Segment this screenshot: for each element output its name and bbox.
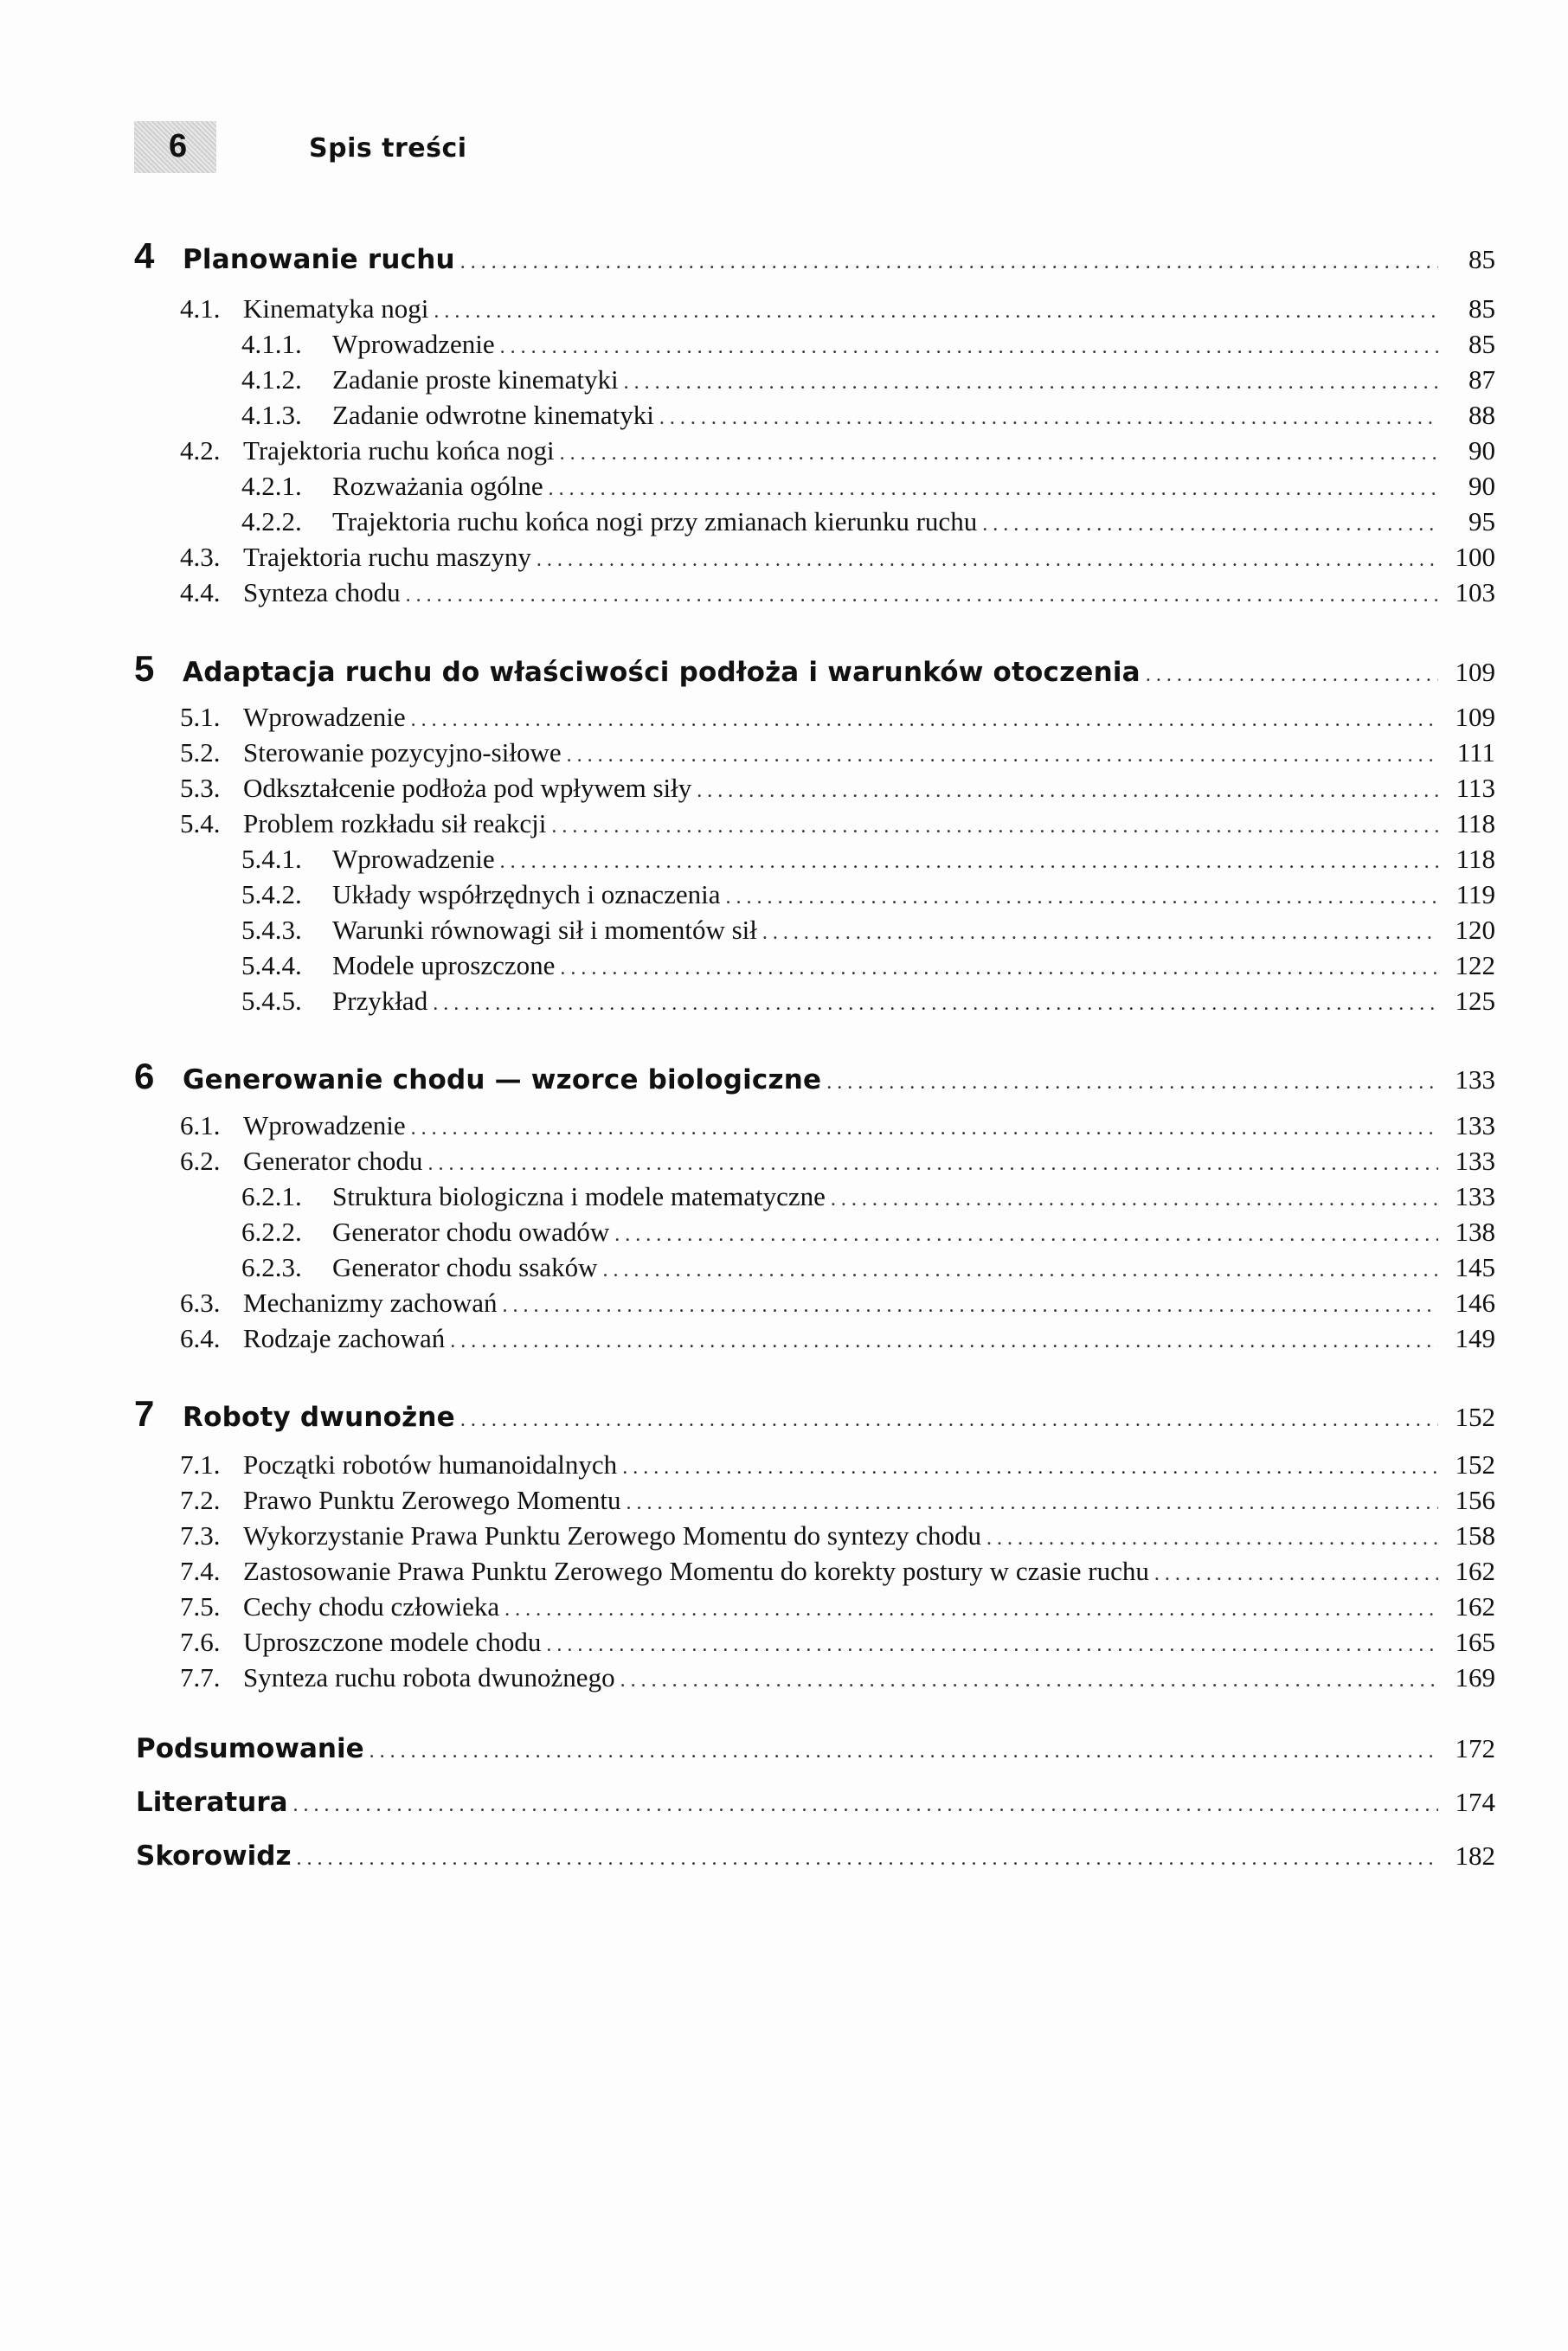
section-number: 4.2.1.	[241, 471, 302, 501]
dot-leader	[622, 1449, 1438, 1486]
dot-leader	[411, 702, 1438, 738]
section-title: Kinematyka nogi	[243, 293, 429, 324]
section-title: Generator chodu	[243, 1146, 423, 1176]
toc-entry[interactable]	[180, 1143, 1495, 1179]
backmatter-entry[interactable]	[136, 1727, 1495, 1770]
section-title: Modele uproszczone	[332, 950, 556, 980]
section-title: Wprowadzenie	[332, 844, 495, 874]
page-ref: 149	[1455, 1323, 1495, 1353]
page-ref: 113	[1456, 773, 1495, 803]
dot-leader	[503, 1288, 1438, 1324]
page-ref: 158	[1455, 1520, 1495, 1551]
page-header	[134, 121, 567, 173]
toc-entry[interactable]	[241, 841, 1495, 877]
toc-entry[interactable]	[241, 1179, 1495, 1215]
section-title: Odkształcenie podłoża pod wpływem siły	[243, 773, 692, 803]
section-number: 7.6.	[180, 1627, 221, 1657]
toc-entry[interactable]	[241, 362, 1495, 398]
page-ref: 109	[1455, 702, 1495, 732]
chapter-title: Adaptacja ruchu do właściwości podłoża i warunków otoczenia	[183, 657, 1141, 688]
section-number: 4.1.1.	[241, 329, 302, 359]
page-ref: 125	[1455, 986, 1495, 1016]
toc-entry[interactable]	[241, 983, 1495, 1019]
toc-entry[interactable]	[241, 1214, 1495, 1250]
page-ref: 85	[1468, 329, 1495, 359]
toc-entry[interactable]	[241, 504, 1495, 540]
dot-leader	[406, 577, 1438, 613]
page-ref: 133	[1455, 1064, 1495, 1095]
dot-leader	[982, 506, 1438, 543]
dot-leader	[560, 435, 1438, 472]
section-number: 7.5.	[180, 1591, 221, 1622]
section-number: 5.2.	[180, 737, 221, 768]
dot-leader	[986, 1520, 1438, 1557]
chapter-heading[interactable]	[134, 1390, 1495, 1438]
page-ref: 120	[1455, 915, 1495, 945]
dot-leader	[831, 1181, 1438, 1217]
section-title: Trajektoria ruchu końca nogi	[243, 435, 555, 466]
page-ref: 118	[1456, 808, 1495, 838]
chapter-heading[interactable]	[134, 645, 1495, 693]
toc-entry[interactable]	[241, 912, 1495, 948]
toc-entry[interactable]	[180, 806, 1495, 842]
section-title: Sterowanie pozycyjno-siłowe	[243, 737, 562, 768]
dot-leader	[762, 915, 1438, 951]
section-title: Zastosowanie Prawa Punktu Zerowego Momentu do korekty postury w czasie ruchu	[243, 1556, 1149, 1586]
page-ref: 85	[1468, 293, 1495, 324]
toc-entry[interactable]	[180, 1624, 1495, 1660]
section-number: 7.7.	[180, 1662, 221, 1693]
section-title: Trajektoria ruchu maszyny	[243, 542, 531, 572]
section-number: 7.3.	[180, 1520, 221, 1551]
toc-entry[interactable]	[180, 1108, 1495, 1144]
dot-leader	[500, 329, 1438, 365]
toc-entry[interactable]	[180, 1660, 1495, 1696]
section-number: 6.4.	[180, 1323, 221, 1353]
section-title: Struktura biologiczna i modele matematyczne	[332, 1181, 826, 1211]
section-title: Generator chodu owadów	[332, 1217, 610, 1247]
page-ref: 95	[1468, 506, 1495, 536]
page-ref: 133	[1455, 1110, 1495, 1140]
section-number: 5.4.5.	[241, 986, 302, 1016]
toc-entry[interactable]	[180, 1285, 1495, 1321]
section-title: Prawo Punktu Zerowego Momentu	[243, 1485, 621, 1515]
page-ref: 133	[1455, 1181, 1495, 1211]
section-title: Wprowadzenie	[243, 702, 406, 732]
dot-leader	[567, 737, 1438, 774]
dot-leader	[427, 1146, 1438, 1182]
dot-leader	[370, 1730, 1438, 1773]
section-number: 5.4.1.	[241, 844, 302, 874]
section-number: 6.2.3.	[241, 1252, 302, 1282]
toc-entry[interactable]	[180, 539, 1495, 575]
toc-entry[interactable]	[180, 433, 1495, 469]
page-ref: 152	[1455, 1449, 1495, 1480]
dot-leader	[659, 400, 1438, 436]
section-title: Zadanie odwrotne kinematyki	[332, 400, 654, 430]
toc-entry[interactable]	[241, 468, 1495, 504]
section-number: 5.3.	[180, 773, 221, 803]
dot-leader	[624, 364, 1438, 401]
section-number: 6.2.1.	[241, 1181, 302, 1211]
section-number: 4.1.	[180, 293, 221, 324]
dot-leader	[697, 773, 1438, 809]
page-ref: 138	[1455, 1217, 1495, 1247]
dot-leader	[1146, 651, 1438, 699]
section-title: Wprowadzenie	[332, 329, 495, 359]
page-ref: 169	[1455, 1662, 1495, 1693]
backmatter-title: Skorowidz	[136, 1840, 292, 1872]
page-number: 6	[169, 128, 188, 164]
page-ref: 174	[1455, 1787, 1495, 1817]
toc-entry[interactable]	[241, 877, 1495, 913]
page-ref: 88	[1468, 400, 1495, 430]
section-number: 7.4.	[180, 1556, 221, 1586]
page-ref: 152	[1455, 1402, 1495, 1432]
page-ref: 100	[1455, 542, 1495, 572]
section-title: Trajektoria ruchu końca nogi przy zmianach kierunku ruchu	[332, 506, 978, 536]
page-ref: 133	[1455, 1146, 1495, 1176]
section-number: 5.4.3.	[241, 915, 302, 945]
toc-entry[interactable]	[180, 575, 1495, 611]
section-title: Przykład	[332, 986, 428, 1016]
dot-leader	[293, 1783, 1438, 1827]
section-title: Generator chodu ssaków	[332, 1252, 598, 1282]
section-number: 4.3.	[180, 542, 221, 572]
chapter-title: Roboty dwunożne	[183, 1402, 455, 1433]
page-ref: 90	[1468, 471, 1495, 501]
page-ref: 90	[1468, 435, 1495, 466]
toc-entry[interactable]	[241, 397, 1495, 434]
page-ref: 103	[1455, 577, 1495, 607]
page-ref: 172	[1455, 1733, 1495, 1763]
dot-leader	[537, 542, 1438, 578]
section-title: Rozważania ogólne	[332, 471, 543, 501]
section-title: Wprowadzenie	[243, 1110, 406, 1140]
section-title: Rodzaje zachowań	[243, 1323, 446, 1353]
section-number: 4.2.	[180, 435, 221, 466]
section-number: 5.4.2.	[241, 879, 302, 909]
toc-entry[interactable]	[180, 699, 1495, 735]
dot-leader	[627, 1485, 1438, 1521]
toc-entry[interactable]	[180, 735, 1495, 771]
backmatter-title: Podsumowanie	[136, 1733, 364, 1764]
dot-leader	[826, 1058, 1438, 1107]
page-ref: 182	[1455, 1840, 1495, 1871]
page-ref: 145	[1455, 1252, 1495, 1282]
section-title: Synteza chodu	[243, 577, 401, 607]
chapter-number: 4	[134, 235, 155, 276]
dot-leader	[551, 808, 1438, 845]
page-ref: 156	[1455, 1485, 1495, 1515]
page-ref: 111	[1456, 737, 1495, 768]
section-number: 4.2.2.	[241, 506, 302, 536]
page-ref: 85	[1468, 244, 1495, 274]
section-number: 7.2.	[180, 1485, 221, 1515]
dot-leader	[546, 1627, 1438, 1663]
chapter-number: 5	[134, 648, 155, 689]
page-ref: 109	[1455, 657, 1495, 687]
section-title: Układy współrzędnych i oznaczenia	[332, 879, 721, 909]
section-title: Uproszczone modele chodu	[243, 1627, 542, 1657]
backmatter-entry[interactable]	[136, 1834, 1495, 1878]
page-ref: 162	[1455, 1556, 1495, 1586]
dot-leader	[560, 950, 1438, 986]
section-number: 4.1.3.	[241, 400, 302, 430]
section-number: 5.1.	[180, 702, 221, 732]
toc-entry[interactable]	[180, 291, 1495, 327]
page-ref: 146	[1455, 1288, 1495, 1318]
section-title: Cechy chodu człowieka	[243, 1591, 500, 1622]
section-number: 5.4.	[180, 808, 221, 838]
running-title: Spis treści	[309, 133, 467, 164]
chapter-title: Generowanie chodu — wzorce biologiczne	[183, 1064, 822, 1095]
dot-leader	[500, 844, 1438, 880]
dot-leader	[433, 986, 1438, 1022]
section-title: Problem rozkładu sił reakcji	[243, 808, 547, 838]
section-number: 6.3.	[180, 1288, 221, 1318]
dot-leader	[460, 1396, 1438, 1444]
toc-entry[interactable]	[180, 1447, 1495, 1483]
toc-entry[interactable]	[180, 1518, 1495, 1554]
section-title: Początki robotów humanoidalnych	[243, 1449, 618, 1480]
section-number: 6.2.	[180, 1146, 221, 1176]
page-ref: 119	[1456, 879, 1495, 909]
backmatter-entry[interactable]	[136, 1781, 1495, 1824]
toc-entry[interactable]	[241, 947, 1495, 984]
section-title: Mechanizmy zachowań	[243, 1288, 498, 1318]
toc-entry[interactable]	[180, 1482, 1495, 1519]
dot-leader	[602, 1252, 1438, 1288]
section-number: 6.2.2.	[241, 1217, 302, 1247]
page-ref: 165	[1455, 1627, 1495, 1657]
section-number: 6.1.	[180, 1110, 221, 1140]
section-number: 4.4.	[180, 577, 221, 607]
toc-entry[interactable]	[180, 1589, 1495, 1625]
chapter-title: Planowanie ruchu	[183, 244, 455, 275]
section-title: Synteza ruchu robota dwunożnego	[243, 1662, 615, 1693]
toc-entry[interactable]	[241, 326, 1495, 363]
dot-leader	[504, 1591, 1438, 1628]
section-title: Warunki równowagi sił i momentów sił	[332, 915, 757, 945]
dot-leader	[450, 1323, 1438, 1359]
dot-leader	[297, 1837, 1439, 1880]
chapter-number: 6	[134, 1056, 155, 1096]
dot-leader	[620, 1662, 1438, 1699]
dot-leader	[549, 471, 1438, 507]
page-ref: 87	[1468, 364, 1495, 395]
page-ref: 162	[1455, 1591, 1495, 1622]
dot-leader	[614, 1217, 1438, 1253]
dot-leader	[1154, 1556, 1438, 1592]
toc-entry[interactable]	[180, 770, 1495, 806]
toc-entry[interactable]	[180, 1320, 1495, 1357]
dot-leader	[725, 879, 1438, 915]
page-ref: 118	[1456, 844, 1495, 874]
chapter-number: 7	[134, 1393, 155, 1434]
toc-entry[interactable]	[241, 1249, 1495, 1286]
section-number: 7.1.	[180, 1449, 221, 1480]
backmatter-title: Literatura	[136, 1787, 288, 1818]
section-number: 4.1.2.	[241, 364, 302, 395]
dot-leader	[460, 238, 1438, 286]
dot-leader	[411, 1110, 1438, 1147]
dot-leader	[434, 293, 1438, 330]
page-ref: 122	[1455, 950, 1495, 980]
chapter-heading[interactable]	[134, 232, 1495, 280]
section-title: Wykorzystanie Prawa Punktu Zerowego Momentu do syntezy chodu	[243, 1520, 982, 1551]
chapter-heading[interactable]	[134, 1052, 1495, 1101]
section-number: 5.4.4.	[241, 950, 302, 980]
toc-entry[interactable]	[180, 1553, 1495, 1590]
section-title: Zadanie proste kinematyki	[332, 364, 619, 395]
